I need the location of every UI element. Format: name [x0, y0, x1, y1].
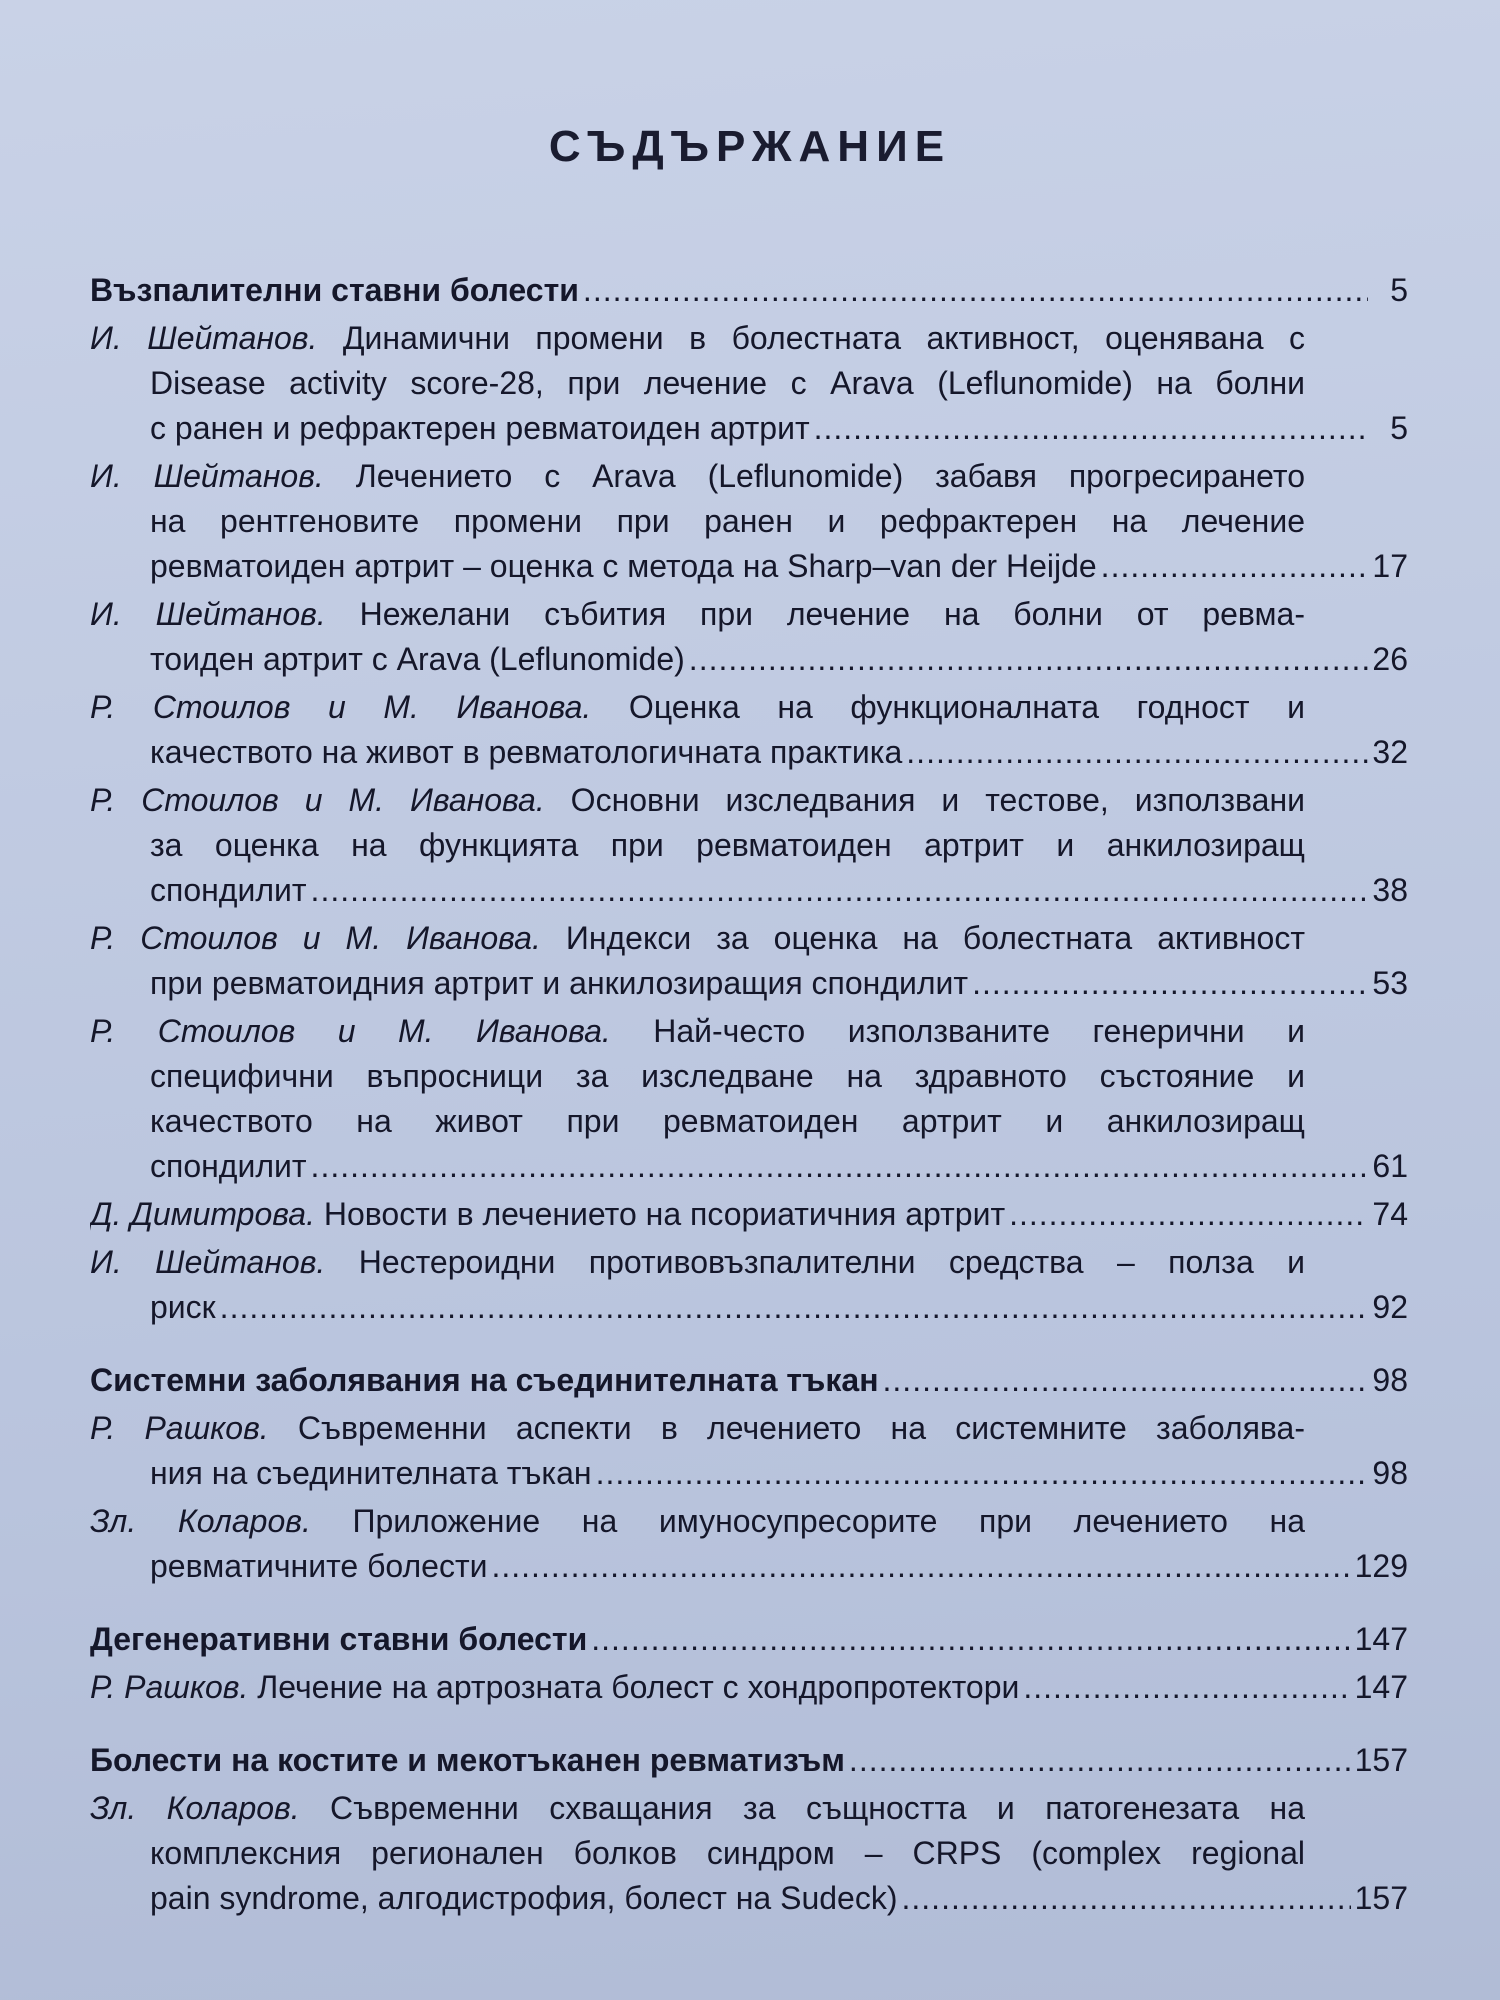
entry-title-text: Disease activity score-28, при лечение с Arava (Leflunomide) на болни — [150, 365, 1305, 401]
entry-line — [90, 1009, 1305, 1054]
toc-section — [90, 268, 1408, 1330]
toc-entry — [90, 1009, 1408, 1189]
entry-author: Р. Стоилов и М. Иванова. — [90, 782, 545, 818]
entry-title-text: Основни изследвания и тестове, използвани — [544, 782, 1305, 818]
entry-line — [90, 1054, 1305, 1099]
entry-line — [90, 637, 1408, 682]
section-page-number: 147 — [1354, 1621, 1408, 1657]
toc-section — [90, 1617, 1408, 1710]
entry-author: И. Шейтанов. — [90, 1244, 326, 1280]
entry-line-text — [150, 1285, 216, 1330]
entry-line-text — [90, 1665, 1019, 1710]
toc-entry — [90, 916, 1408, 1006]
entry-page-number: 98 — [1372, 1455, 1408, 1491]
entry-line-text — [150, 1835, 1305, 1871]
entry-line-text — [90, 689, 1305, 725]
section-page-number: 157 — [1354, 1742, 1408, 1778]
entry-page-number: 61 — [1372, 1148, 1408, 1184]
entry-title-text: Съвременни аспекти в лечението на системните заболява- — [268, 1410, 1305, 1446]
entry-title-text: Новости в лечението на псориатичния артрит — [314, 1196, 1006, 1232]
entry-line — [90, 592, 1305, 637]
entry-title-text: за оценка на функцията при ревматоиден артрит и анкилозиращ — [150, 827, 1305, 863]
dot-leader — [906, 730, 1368, 775]
dot-leader — [1009, 1192, 1368, 1237]
entry-title-text: Най-често използваните генерични и — [610, 1013, 1305, 1049]
dot-leader — [220, 1285, 1368, 1330]
entry-line-text — [90, 782, 1305, 818]
section-heading — [90, 1617, 1408, 1662]
entry-line — [90, 1099, 1305, 1144]
dot-leader — [1101, 544, 1368, 589]
entry-line — [90, 730, 1408, 775]
toc-entry — [90, 1665, 1408, 1710]
table-of-contents — [90, 268, 1408, 1921]
entry-title-text: качеството на живот в ревматологичната практика — [150, 734, 903, 770]
entry-line-text — [90, 1503, 1305, 1539]
toc-section — [90, 1738, 1408, 1921]
toc-entry — [90, 1406, 1408, 1496]
dot-leader — [689, 637, 1368, 682]
entry-line — [90, 1831, 1305, 1876]
toc-entry — [90, 454, 1408, 589]
entry-line — [90, 1144, 1408, 1189]
entry-page-number: 26 — [1372, 641, 1408, 677]
entry-title-text: с ранен и рефрактерен ревматоиден артрит — [150, 410, 810, 446]
page-title: СЪДЪРЖАНИЕ — [548, 122, 952, 171]
entry-title-text: Нестероидни противовъзпалителни средства – полза и — [325, 1244, 1305, 1280]
entry-page-number: 129 — [1354, 1548, 1408, 1584]
entry-line-text — [150, 961, 968, 1006]
entry-line-text — [150, 868, 307, 913]
entry-line — [90, 544, 1408, 589]
toc-section — [90, 1358, 1408, 1589]
entry-line-text — [90, 596, 1305, 632]
toc-entry — [90, 1786, 1408, 1921]
entry-line — [90, 406, 1408, 451]
entry-line — [90, 361, 1305, 406]
entry-line-text — [150, 1544, 487, 1589]
section-page-number: 98 — [1372, 1362, 1408, 1398]
entry-author: Зл. Коларов. — [90, 1790, 300, 1826]
entry-line-text — [150, 406, 810, 451]
dot-leader — [311, 868, 1368, 913]
entry-line — [90, 961, 1408, 1006]
entry-line — [90, 685, 1305, 730]
toc-entry — [90, 1192, 1408, 1237]
entry-title-text: спондилит — [150, 872, 307, 908]
entry-title-text: на рентгеновите промени при ранен и рефрактерен на лечение — [150, 503, 1305, 539]
entry-line-text — [150, 730, 902, 775]
entry-author: И. Шейтанов. — [90, 458, 324, 494]
entry-title-text: риск — [150, 1289, 216, 1325]
section-heading-text: Болести на костите и мекотъканен ревматизъм — [90, 1742, 845, 1778]
entry-line-text — [150, 1103, 1305, 1139]
entry-line-text — [150, 544, 1097, 589]
entry-line-text — [150, 1058, 1305, 1094]
entry-line-text — [90, 1244, 1305, 1280]
entry-line-text — [150, 503, 1305, 539]
entry-line — [90, 1451, 1408, 1496]
entry-page-number: 157 — [1354, 1880, 1408, 1916]
entry-author: Д. Димитрова. — [90, 1196, 315, 1232]
entry-line-text — [150, 1876, 898, 1921]
entry-title-text: специфични въпросници за изследване на здравното състояние и — [150, 1058, 1305, 1094]
entry-line — [90, 916, 1305, 961]
entry-line — [90, 1786, 1305, 1831]
dot-leader — [583, 268, 1368, 313]
entry-title-text: ревматичните болести — [150, 1548, 488, 1584]
entry-line-text — [150, 827, 1305, 863]
entry-title-text: Лечението с Arava (Leflunomide) забавя прогресирането — [323, 458, 1305, 494]
dot-leader — [814, 406, 1368, 451]
dot-leader — [1023, 1665, 1350, 1710]
entry-line-text — [150, 637, 685, 682]
entry-page-number: 38 — [1372, 872, 1408, 908]
dot-leader — [972, 961, 1368, 1006]
entry-line-text — [90, 1013, 1305, 1049]
entry-page-number: 74 — [1372, 1196, 1408, 1232]
entry-line-text — [90, 458, 1305, 494]
entry-author: Р. Рашков. — [90, 1669, 249, 1705]
entry-line-text — [90, 320, 1305, 356]
entry-line-text — [90, 1410, 1305, 1446]
dot-leader — [849, 1738, 1351, 1783]
entry-line — [90, 316, 1305, 361]
entry-title-text: Лечение на артрозната болест с хондропротектори — [248, 1669, 1020, 1705]
entry-line — [90, 1499, 1305, 1544]
dot-leader — [902, 1876, 1351, 1921]
entry-line-text — [150, 1144, 307, 1189]
entry-title-text: Съвременни схващания за същността и патогенезата на — [299, 1790, 1305, 1826]
entry-title-text: Нежелани събития при лечение на болни от ревма- — [325, 596, 1305, 632]
dot-leader — [591, 1617, 1350, 1662]
toc-entry — [90, 316, 1408, 451]
entry-line — [90, 1876, 1408, 1921]
entry-line — [90, 778, 1305, 823]
toc-entry — [90, 592, 1408, 682]
entry-title-text: ния на съединителната тъкан — [150, 1455, 592, 1491]
entry-line — [90, 454, 1305, 499]
entry-line — [90, 1285, 1408, 1330]
entry-title-text: Приложение на имуносупресорите при лечението на — [310, 1503, 1305, 1539]
entry-line — [90, 868, 1408, 913]
entry-title-text: ревматоиден артрит – оценка с метода на Sharp–van der Heijde — [150, 548, 1097, 584]
entry-title-text: Оценка на функционалната годност и — [591, 689, 1305, 725]
section-heading — [90, 268, 1408, 313]
entry-title-text: pain syndrome, алгодистрофия, болест на Sudeck) — [150, 1880, 898, 1916]
entry-line — [90, 499, 1305, 544]
entry-line-text — [150, 1451, 592, 1496]
entry-author: И. Шейтанов. — [90, 320, 318, 356]
toc-entry — [90, 685, 1408, 775]
entry-title-text: спондилит — [150, 1148, 307, 1184]
entry-line-text — [150, 365, 1305, 401]
section-heading-text: Системни заболявания на съединителната тъкан — [90, 1362, 879, 1398]
entry-title-text: комплексния регионален болков синдром – CRPS (complex regional — [150, 1835, 1305, 1871]
dot-leader — [883, 1358, 1368, 1403]
entry-page-number: 17 — [1372, 548, 1408, 584]
dot-leader — [596, 1451, 1368, 1496]
entry-title-text: при ревматоидния артрит и анкилозиращия спондилит — [150, 965, 969, 1001]
dot-leader — [311, 1144, 1368, 1189]
entry-author: Р. Рашков. — [90, 1410, 269, 1446]
entry-line — [90, 1240, 1305, 1285]
entry-author: Зл. Коларов. — [90, 1503, 311, 1539]
entry-line-text — [90, 920, 1305, 956]
entry-title-text: качеството на живот при ревматоиден артрит и анкилозиращ — [150, 1103, 1305, 1139]
toc-entry — [90, 1240, 1408, 1330]
entry-author: Р. Стоилов и М. Иванова. — [90, 689, 592, 725]
entry-page-number: 5 — [1390, 410, 1408, 446]
entry-line — [90, 1665, 1408, 1710]
toc-entry — [90, 1499, 1408, 1589]
entry-line — [90, 1406, 1305, 1451]
entry-line — [90, 1192, 1408, 1237]
entry-author: Р. Стоилов и М. Иванова. — [90, 1013, 611, 1049]
entry-title-text: Динамични промени в болестната активност, оценявана с — [317, 320, 1305, 356]
entry-author: Р. Стоилов и М. Иванова. — [90, 920, 541, 956]
entry-page-number: 147 — [1354, 1669, 1408, 1705]
entry-page-number: 32 — [1372, 734, 1408, 770]
section-page-number: 5 — [1390, 272, 1408, 308]
dot-leader — [491, 1544, 1350, 1589]
section-heading-text: Възпалителни ставни болести — [90, 272, 579, 308]
entry-page-number: 92 — [1372, 1289, 1408, 1325]
entry-title-text: тоиден артрит с Arava (Leflunomide) — [150, 641, 685, 677]
section-heading — [90, 1738, 1408, 1783]
entry-line — [90, 823, 1305, 868]
entry-line-text — [90, 1192, 1005, 1237]
toc-entry — [90, 778, 1408, 913]
section-heading-text: Дегенеративни ставни болести — [90, 1621, 588, 1657]
entry-author: И. Шейтанов. — [90, 596, 326, 632]
section-heading — [90, 1358, 1408, 1403]
entry-line — [90, 1544, 1408, 1589]
entry-title-text: Индекси за оценка на болестната активност — [540, 920, 1305, 956]
entry-line-text — [90, 1790, 1305, 1826]
entry-page-number: 53 — [1372, 965, 1408, 1001]
